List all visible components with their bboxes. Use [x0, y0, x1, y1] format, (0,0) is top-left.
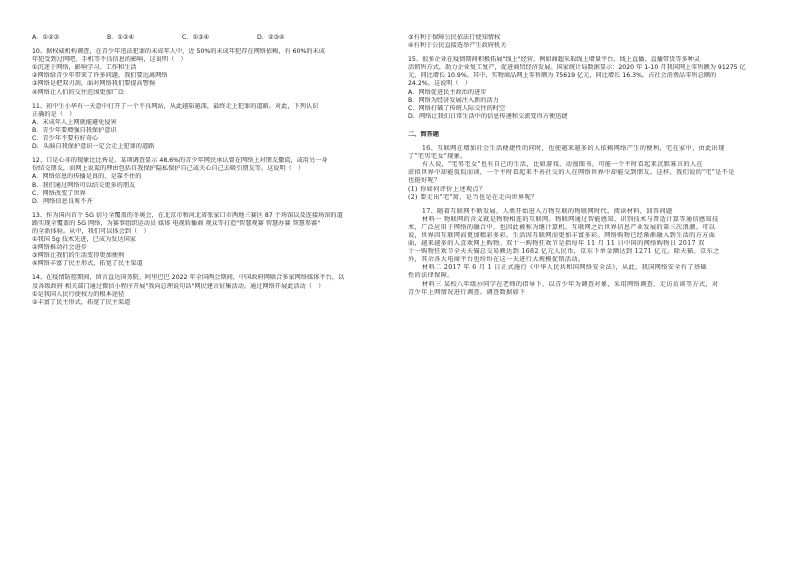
section-title: 二、简答题 [408, 130, 439, 138]
answer-option: B．我们通过网络可以结交更多的朋友 [32, 181, 136, 189]
answer-option: ④网络丰富了民主形式，拓宽了民主渠道 [32, 260, 143, 268]
option-b: B．①②④ [107, 34, 135, 41]
answer-option: C．青少年不要有好奇心 [32, 135, 99, 143]
answer-option: C．网络打破了传统人际交往的时空 [408, 104, 506, 112]
answer-option: D．网络信息良莠不齐 [32, 197, 93, 205]
question-text: 路实现全覆盖的 5G 网络，为赛事组织运动员 媒体 电视转播商 观众等打造"智慧观赛 智慧办赛 智慧参赛" [32, 219, 321, 227]
answer-option: ②丰富了民主形式，拓宽了民主渠道 [32, 298, 131, 306]
question-text: 及各级政府 相关部门通过微信小程序开展"我向总理说句话"网民建言征集活动。通过网络开展此活动（ ） [32, 282, 325, 290]
top-options [32, 34, 392, 42]
left-column [32, 34, 392, 307]
answer-option: ③网络是把双刃剑，面对网络我们要提高警惕 [32, 80, 156, 88]
question-text: 10、据权威机构调查，在青少年违法犯罪的未成年人中，近 50%的未成年犯存在网络依赖，有 60%的未成 [32, 48, 325, 56]
material-text: 青少年上网情况进行调查。调查数据如下 [408, 288, 526, 296]
material-text: 说，世界因互联网而更加精彩多彩，生活因互联网而更加丰富多彩。网络购物已经渐渐融入到生活的方方面 [408, 231, 716, 239]
question-16 [408, 145, 770, 202]
material-text: 材料一 物联网的含义就是物物相连的互联网。物联网通过智能感知、识别技术与普适计算等通信感知技 [422, 215, 719, 223]
answer-option: B．网络为经济发展注入新的活力 [408, 96, 499, 104]
question-12 [32, 157, 392, 206]
material-text: 材料三 某校八年级⑩同学在老师的指导下，以青少年为调查对象，采用网络调查、走访访谈等方式，对 [422, 280, 719, 288]
question-text: 15、很多企业在疫情期间积极拓展"线上"经营，例如商超采取线上增量平台、线上直播、直播带货等多种灵 [408, 56, 701, 64]
answer-option: ①是我国人民行使权力的根本途径 [32, 290, 125, 298]
question-text: 的全新体验。从中，我们可以体会到（ ） [32, 227, 150, 235]
question-text: 有人说，"宅男宅女"也有自己的生活，比如游戏、动漫图书，可能一个平时看起来沉默寡言的人在 [422, 161, 703, 169]
question-17 [408, 208, 770, 297]
question-text: 正确的是（ ） [32, 110, 76, 118]
answer-option: ④网络让人们的交往范围更加广泛 [32, 88, 125, 96]
material-text: 十一购物狂欢节全天天猫总交易额达到 1682 亿元人民币，京东下单金额达到 1271 亿元。除天猫、京东之 [408, 248, 720, 256]
answer-option: ②网络推动社会进步 [32, 244, 88, 252]
answer-option: ②网络给青少年带来了许多问题，我们要远离网络 [32, 72, 168, 80]
question-14 [32, 274, 392, 306]
answer-option: A．网络促进民主政治的进步 [408, 88, 487, 96]
question-text: 也挺好呢？ [408, 177, 441, 185]
answer-option: A．网络信息的传播是真的，是靠不住的 [32, 173, 142, 181]
question-text: 年犯受到过网吧、手机等不良信息的影响，这说明（ ） [32, 56, 187, 64]
question-text: 16、互联网在增加社会生活便捷性的同时，也使越来越多的人依赖网络产生的便利，宅在家中，由此出现 [422, 145, 725, 153]
question-text: 24.2%。这说明（ ） [408, 80, 471, 88]
answer-option: C．网络改变了世界 [32, 189, 86, 197]
question-11 [32, 103, 392, 152]
question-text: 13、作为国内首个 5G 信号全覆盖的冬奥会，在北京市和河北省张家口市两地三赛区 87 个场馆以及连接场馆的道 [32, 211, 343, 219]
question-10 [32, 48, 392, 97]
question-text: 12、口是心非的现象比比皆是。某项调查显示 48.6%的青少年网民承认曾在网络上对朋友撒谎，或用另一身 [32, 157, 328, 165]
answer-option: ③有利于保障公民依法行使知情权 [408, 34, 501, 41]
question-14-continued [408, 34, 770, 50]
option-a: A．①②③ [32, 34, 60, 41]
question-text: 份结交朋友，而网上说谎的理由包括自我保护隐私保护自己或关心自己去吸引朋友等。这说明（ ） [32, 165, 305, 173]
question-text: 11、初中生小华有一天意中打开了一个不良网站，从此越陷越深，最终走上犯罪的道路。对此，下列认识 [32, 102, 319, 110]
question-text: 了"宅男宅女"现象。 [408, 153, 467, 161]
question-text: 17、随着互联网不断发展，人类开始进入万物互联的物联网时代，阅读材料，回答问题 [422, 207, 673, 215]
option-d: D．②③④ [257, 34, 285, 41]
material-text: 性的法律保障。 [408, 272, 454, 280]
sub-question: (2) 要走出"宅"窝，是当也是在走向世界呢？ [408, 193, 538, 201]
option-c: C．①③④ [182, 34, 210, 41]
material-text: 面，越来越多的人喜欢网上购物。双十一购物狂欢节是指每年 11 月 11 日中国的网络购物日 2017 双 [408, 240, 705, 248]
question-15 [408, 56, 770, 121]
material-text: 术，广泛应用于网络的融合中，也因此被称为继计算机、互联网之后世界信息产业发展的第三次浪潮。可以 [408, 223, 716, 231]
question-text: 元，同比增长 10.9%。其中，实物商品网上零售额为 75619 亿元，同比增长 16.3%，占社会消费品零售总额的 [408, 72, 717, 80]
answer-option: D．头脑自我保护意识一定会走上犯罪的道路 [32, 143, 155, 151]
question-13 [32, 212, 392, 269]
answer-option: ④有利于公民直接选举产生政府机关 [408, 42, 507, 50]
answer-option: B．青少年要增强自我保护意识 [32, 126, 117, 134]
answer-option: ①我国 5g 技术先进，已成为发达国家 [32, 236, 136, 244]
answer-option: D．网络让我们日常生活中的信息传递和交流变得方便迅捷 [408, 112, 568, 120]
right-column [408, 34, 770, 297]
answer-option: ③网络让我们的生活变得更加便利 [32, 252, 125, 260]
answer-option: A．未成年人上网就能避免侵害 [32, 118, 117, 126]
question-text: 虚拟世界中却能侃侃而谈，一个平时看起来不善社交的人在网络世界中却能交到朋友。这样，我们说的"宅"是不是 [408, 169, 735, 177]
answer-option: ①沉迷于网络，影响学习、工作和生活 [32, 64, 137, 72]
sub-question: (1) 你如何评价上述观点？ [408, 185, 486, 193]
material-text: 外，其余各大电商平台也纷纷在这一天进行大规模促销活动。 [408, 256, 585, 264]
question-text: 活销售方式，助力企业复工复产，促进商贸经济发展。国家统计局数据显示：2020 年 1-10 月我国网上零售额为 91275 亿 [408, 64, 746, 72]
material-text: 材料二 2017 年 6 月 1 日正式施行《中华人民共和国网络安全法》，从此，我国网络安全有了基础 [422, 264, 707, 272]
question-text: 14、在疫情防控期间，留言直达国务院、阿里巴巴 2022 年全国两会期间，中国政府网联合多家网络媒体平台，以 [32, 274, 345, 282]
